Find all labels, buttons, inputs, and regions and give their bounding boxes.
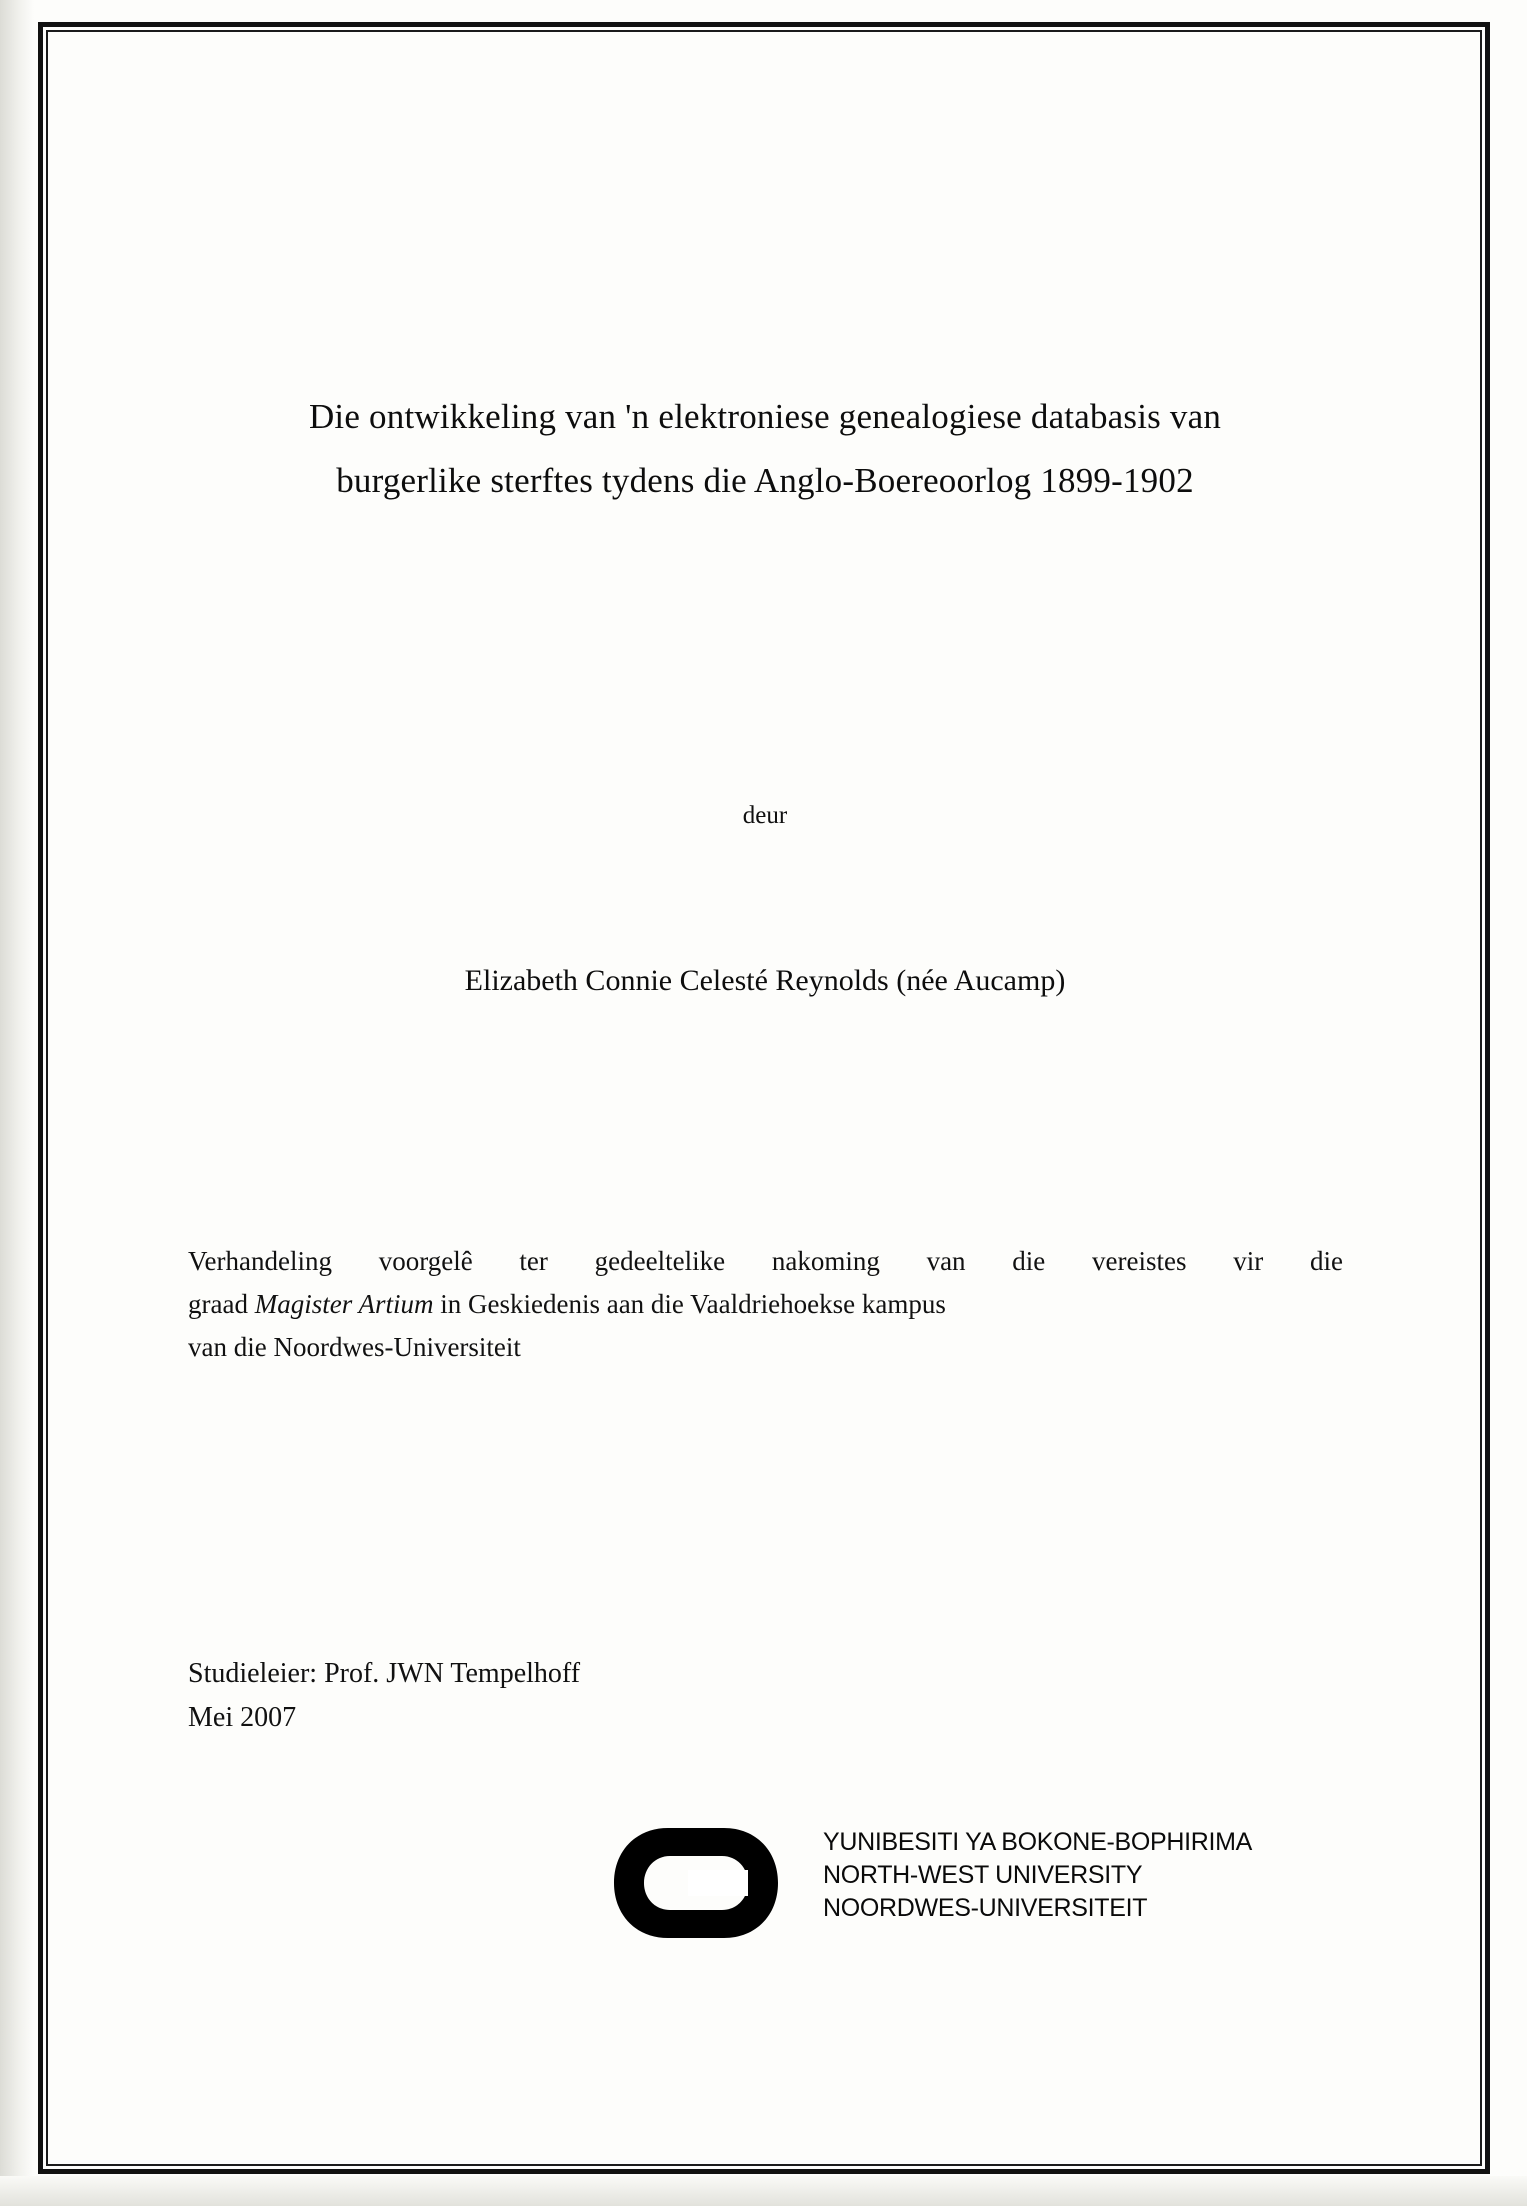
title-line-1: Die ontwikkeling van 'n elektroniese genealogiese databasis van [308,397,1222,436]
date-line: Mei 2007 [188,1702,297,1733]
page-title [185,385,1345,513]
degree-statement-line-2-pre: graad [188,1289,255,1319]
nwu-logo-icon [610,1824,815,1942]
degree-statement-line-3: van die Noordwes-Universiteit [188,1332,521,1362]
author-name: Elizabeth Connie Celesté Reynolds (née Aucamp) [464,964,1066,997]
degree-name-italic: Magister Artium [254,1289,434,1319]
university-logo-text [823,1826,1252,1925]
title-page-content [150,30,1380,2160]
degree-statement-line-2 [188,1283,1343,1326]
logo-text-line-1: YUNIBESITI YA BOKONE-BOPHIRIMA [823,1828,1253,1856]
logo-text-line-3: NOORDWES-UNIVERSITEIT [823,1894,1148,1922]
supervisor-block [188,1652,1088,1740]
university-logo [580,1820,1253,1950]
scan-edge-shadow-left [0,0,34,2206]
degree-statement-line-1: Verhandeling voorgelê ter gedeeltelike nakoming van die vereistes vir die [188,1246,1343,1276]
supervisor-line: Studieleier: Prof. JWN Tempelhoff [188,1658,581,1689]
degree-statement-line-2-post: in Geskiedenis aan die Vaaldriehoekse kampus [433,1289,946,1319]
logo-text-line-2: NORTH-WEST UNIVERSITY [823,1861,1143,1889]
by-label: deur [742,802,788,829]
degree-statement [188,1240,1343,1369]
title-line-2: burgerlike sterftes tydens die Anglo-Boereoorlog 1899-1902 [336,461,1194,500]
scan-edge-shadow-bottom [0,2176,1527,2206]
